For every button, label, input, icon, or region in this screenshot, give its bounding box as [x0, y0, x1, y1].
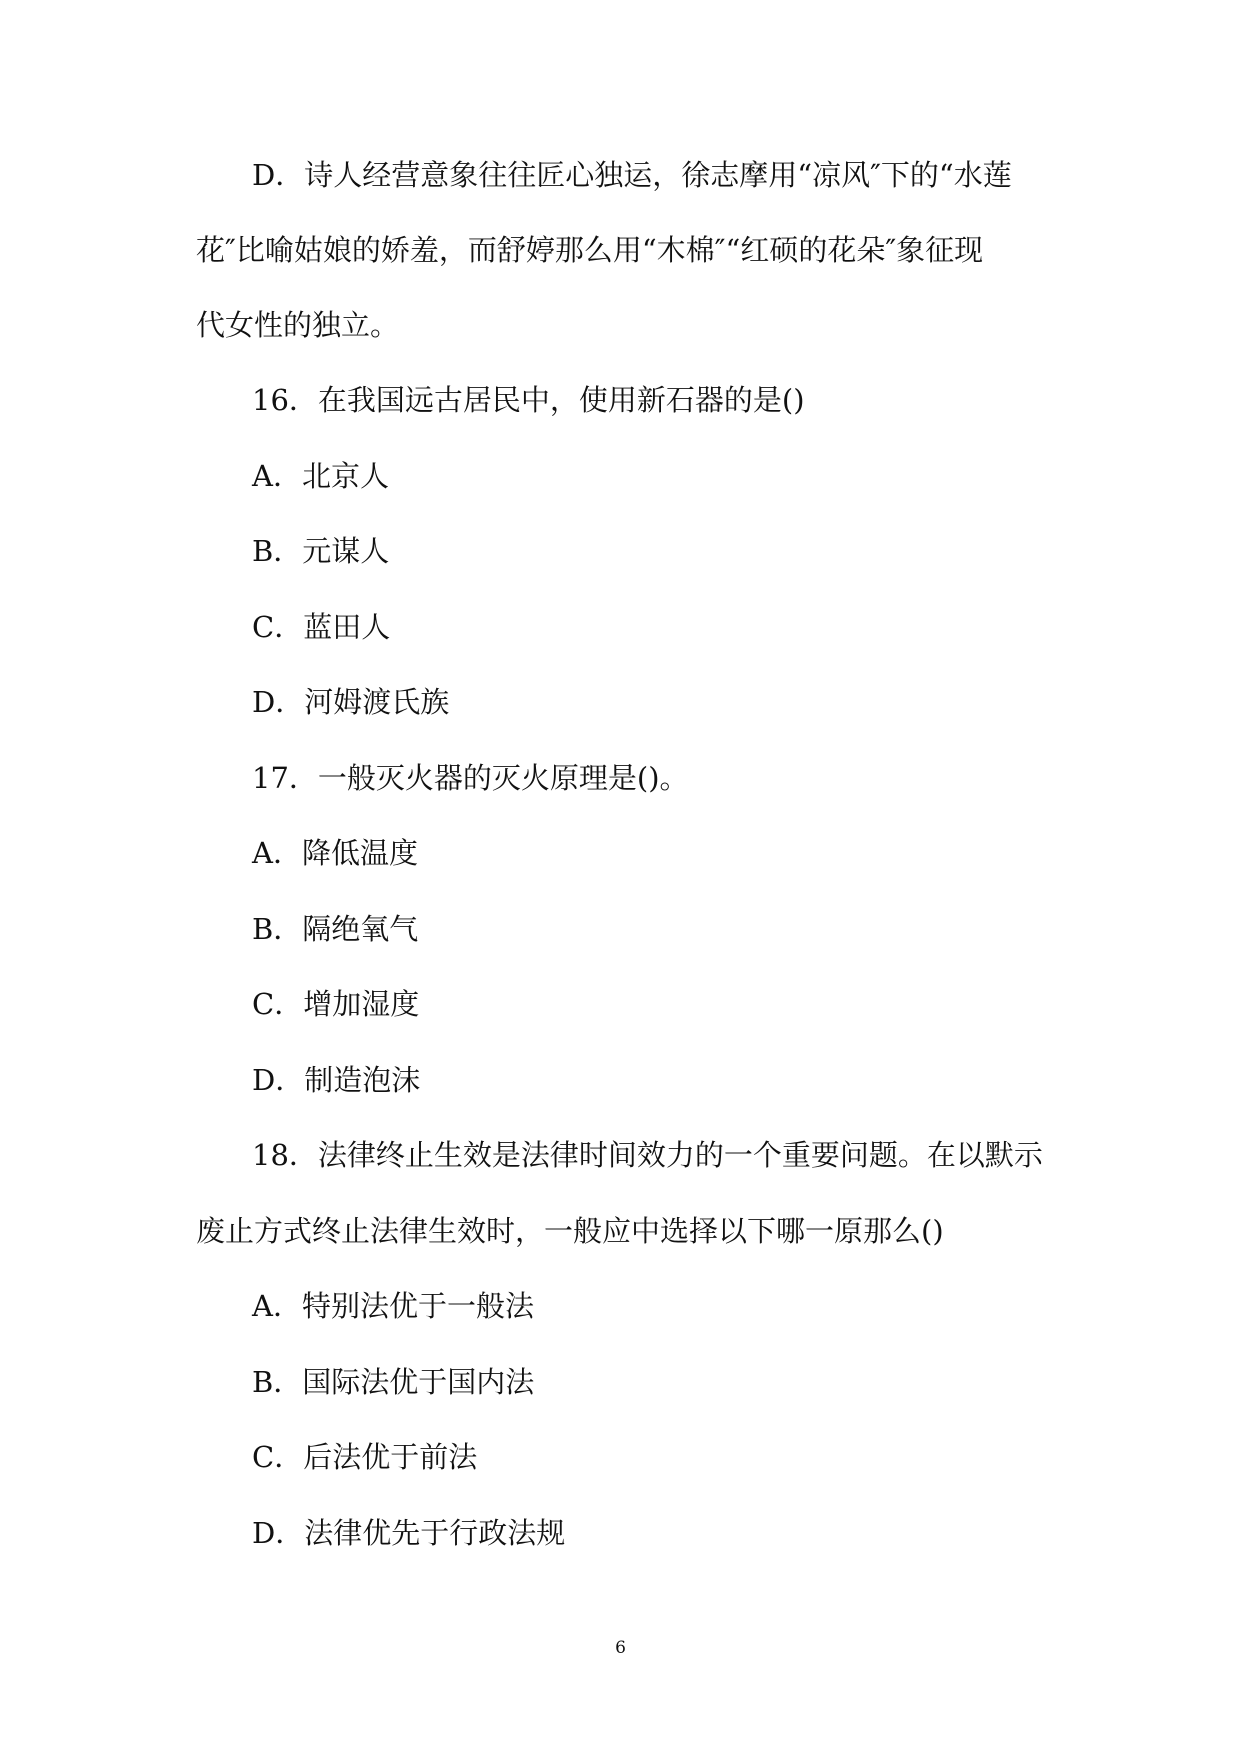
question-18-option-d: D．法律优先于行政法规: [252, 1516, 566, 1550]
question-16-option-b: B．元谋人: [252, 534, 390, 568]
question-18-option-c: C．后法优于前法: [252, 1440, 478, 1474]
prev-option-d-line2: 花″比喻姑娘的娇羞，而舒婷那么用“木棉″“红硕的花朵″象征现: [196, 233, 984, 267]
question-18-stem-line2: 废止方式终止法律生效时，一般应中选择以下哪一原那么(): [196, 1214, 944, 1248]
question-17-option-b: B．隔绝氧气: [252, 912, 419, 946]
question-18-option-a: A．特别法优于一般法: [252, 1289, 534, 1323]
question-17-option-a: A．降低温度: [252, 836, 418, 870]
question-18-option-b: B．国际法优于国内法: [252, 1365, 535, 1399]
page-number: 6: [615, 1638, 626, 1658]
question-16-stem: 16．在我国远古居民中，使用新石器的是(): [252, 383, 805, 417]
question-18-stem-line1: 18．法律终止生效是法律时间效力的一个重要问题。在以默示: [252, 1138, 1043, 1172]
prev-option-d-line1: D．诗人经营意象往往匠心独运，徐志摩用“凉风″下的“水莲: [252, 158, 1012, 192]
question-17-stem: 17．一般灭火器的灭火原理是()。: [252, 761, 689, 795]
question-16-option-a: A．北京人: [252, 459, 389, 493]
question-17-option-d: D．制造泡沫: [252, 1063, 421, 1097]
prev-option-d-line3: 代女性的独立。: [196, 308, 400, 342]
question-16-option-c: C．蓝田人: [252, 610, 391, 644]
question-17-option-c: C．增加湿度: [252, 987, 420, 1021]
question-16-option-d: D．河姆渡氏族: [252, 685, 450, 719]
